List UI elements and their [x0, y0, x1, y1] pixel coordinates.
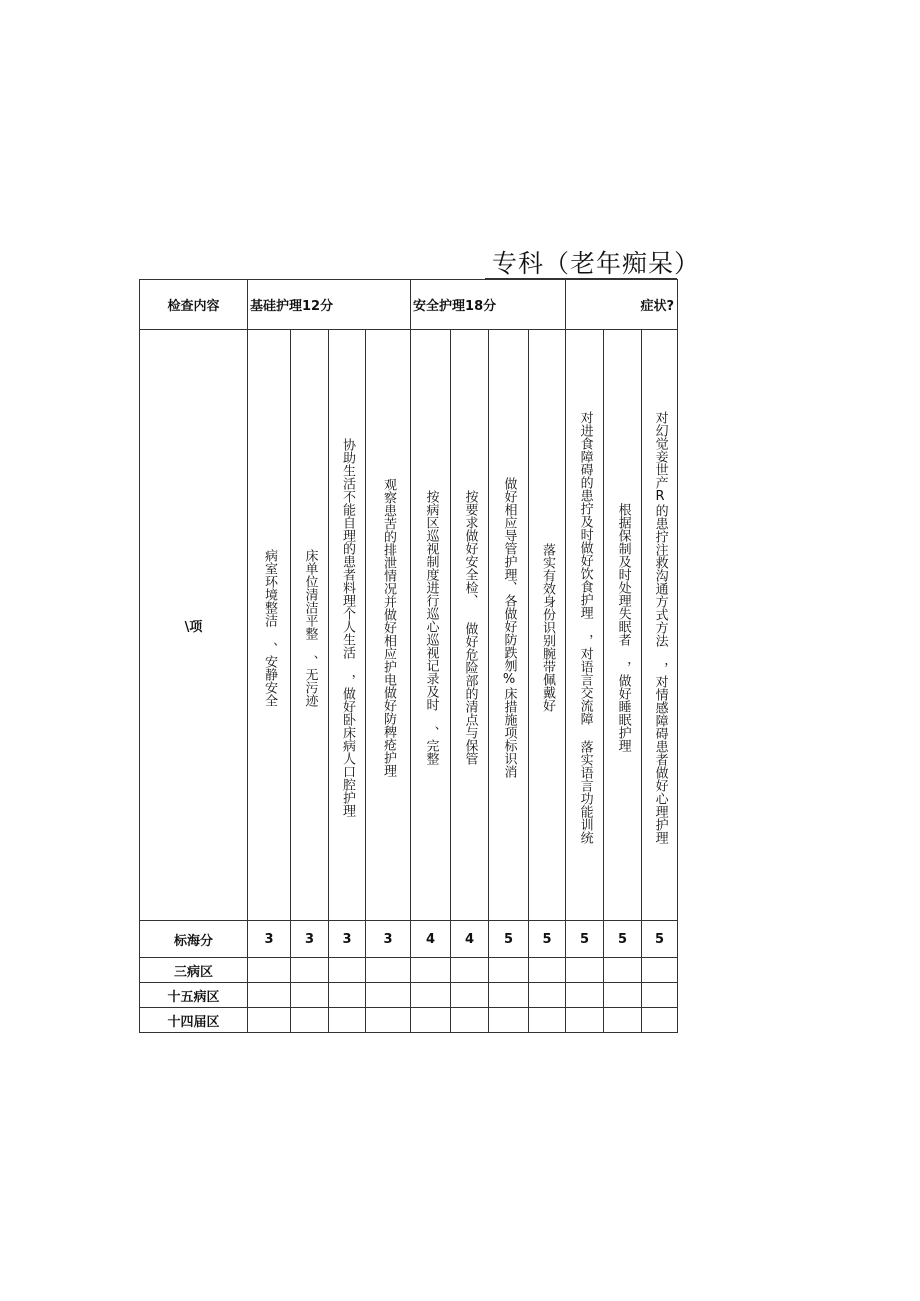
item-cell: [604, 330, 642, 921]
items-row: [140, 330, 678, 921]
item-cell: [451, 330, 489, 921]
ward-score-cell[interactable]: [329, 983, 366, 1008]
score-cell: 5: [489, 921, 529, 958]
score-cell: 3: [291, 921, 329, 958]
ward-score-cell[interactable]: [566, 1008, 604, 1033]
item-cell: [248, 330, 291, 921]
document-title: 专科（老年痴呆）: [492, 249, 701, 278]
ward-label: 十四届区: [140, 1008, 248, 1033]
item-text: 病室环境整洁 、安静安全: [262, 548, 277, 707]
group-symptom-care: 症状?: [566, 280, 678, 330]
score-cell: 3: [366, 921, 411, 958]
item-text: 对幻觉妾世产R的患拧注救沟通方式方法 ，对情感障碍患者做好心理护理: [652, 411, 668, 844]
ward-score-cell[interactable]: [489, 983, 529, 1008]
ward-row: [140, 958, 678, 983]
item-cell: [642, 330, 678, 921]
item-text: 协助生活不能自理的患者料理个人生活 ，做好卧床病人口腔护理: [340, 438, 355, 817]
item-text: 床单位清洁平整 、无污迹: [302, 548, 318, 707]
ward-score-cell[interactable]: [566, 983, 604, 1008]
item-cell: [529, 330, 566, 921]
ward-score-cell[interactable]: [489, 1008, 529, 1033]
score-cell: 3: [329, 921, 366, 958]
ward-score-cell[interactable]: [248, 1008, 291, 1033]
score-cell: 5: [642, 921, 678, 958]
inspection-table: [139, 279, 678, 1033]
ward-score-cell[interactable]: [642, 958, 678, 983]
ward-score-cell[interactable]: [411, 983, 451, 1008]
ward-row: [140, 1008, 678, 1033]
ward-score-cell[interactable]: [291, 958, 329, 983]
ward-score-cell[interactable]: [451, 958, 489, 983]
score-label: 标海分: [140, 921, 248, 958]
ward-score-cell[interactable]: [291, 1008, 329, 1033]
ward-score-cell[interactable]: [248, 983, 291, 1008]
item-text: 落实有效身份识别腕带佩戴好: [540, 543, 556, 712]
group-safety-care: 安全护理18分: [411, 280, 566, 330]
item-text: 按要求做好安全检、 做好危险部的清点与保管: [462, 490, 478, 765]
items-row-label: \项: [140, 330, 248, 921]
item-cell: [411, 330, 451, 921]
header-row: [140, 280, 678, 330]
ward-score-cell[interactable]: [604, 983, 642, 1008]
item-cell: [489, 330, 529, 921]
item-cell: [566, 330, 604, 921]
item-cell: [366, 330, 411, 921]
item-text: 按病区巡视制度进行巡心巡视记录及时 、完整: [423, 490, 439, 765]
score-cell: 4: [451, 921, 489, 958]
ward-score-cell[interactable]: [642, 1008, 678, 1033]
ward-score-cell[interactable]: [529, 983, 566, 1008]
ward-score-cell[interactable]: [604, 1008, 642, 1033]
item-cell: [291, 330, 329, 921]
ward-score-cell[interactable]: [366, 1008, 411, 1033]
item-text: 做好相应导管护理、各做好防跌刎%床措施项标识消: [501, 477, 517, 778]
item-text: 根据保制及时处理失眠者 ，做好睡眠护理: [615, 503, 631, 752]
ward-score-cell[interactable]: [248, 958, 291, 983]
item-text: 观察患苦的排泄情况并做好相应护电做好防稗疮护理: [381, 478, 397, 777]
ward-score-cell[interactable]: [566, 958, 604, 983]
item-cell: [329, 330, 366, 921]
item-text: 对进食障碍的患拧及时做好饮食护理 ，对语言交流障 落实语言功能训统: [577, 411, 593, 844]
ward-row: [140, 983, 678, 1008]
check-content-header: 检查内容: [140, 280, 248, 330]
group-basic-care: 基硅护理12分: [248, 280, 411, 330]
ward-label: 十五病区: [140, 983, 248, 1008]
ward-score-cell[interactable]: [411, 1008, 451, 1033]
ward-score-cell[interactable]: [411, 958, 451, 983]
ward-score-cell[interactable]: [642, 983, 678, 1008]
score-cell: 3: [248, 921, 291, 958]
ward-score-cell[interactable]: [529, 1008, 566, 1033]
ward-score-cell[interactable]: [291, 983, 329, 1008]
ward-score-cell[interactable]: [329, 958, 366, 983]
ward-score-cell[interactable]: [451, 983, 489, 1008]
score-cell: 5: [566, 921, 604, 958]
ward-score-cell[interactable]: [489, 958, 529, 983]
score-cell: 5: [604, 921, 642, 958]
score-cell: 5: [529, 921, 566, 958]
ward-score-cell[interactable]: [529, 958, 566, 983]
ward-score-cell[interactable]: [329, 1008, 366, 1033]
ward-score-cell[interactable]: [604, 958, 642, 983]
ward-score-cell[interactable]: [451, 1008, 489, 1033]
ward-score-cell[interactable]: [366, 983, 411, 1008]
ward-label: 三病区: [140, 958, 248, 983]
score-row: [140, 921, 678, 958]
score-cell: 4: [411, 921, 451, 958]
ward-score-cell[interactable]: [366, 958, 411, 983]
